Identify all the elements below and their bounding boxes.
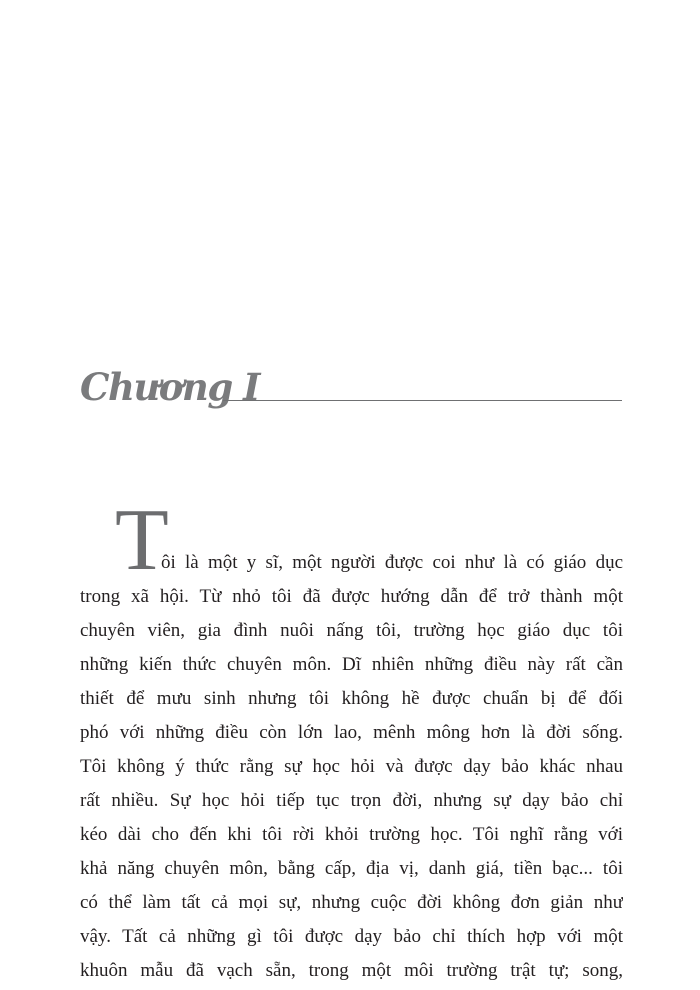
- text-line: kéo dài cho đến khi tôi rời khỏi trường học. Tôi nghĩ rằng với: [80, 824, 623, 845]
- text-line: Tôi không ý thức rằng sự học hỏi và được dạy bảo khác nhau: [80, 756, 623, 777]
- text-line: rất nhiều. Sự học hỏi tiếp tục trọn đời, nhưng sự dạy bảo chỉ: [80, 790, 623, 811]
- drop-cap: T: [115, 492, 169, 589]
- text-line: ôi là một y sĩ, một người được coi như là có giáo dục: [161, 552, 623, 573]
- text-line: trong xã hội. Từ nhỏ tôi đã được hướng dẫn để trở thành một: [80, 586, 623, 607]
- body-text: [80, 492, 623, 988]
- text-line: thiết để mưu sinh nhưng tôi không hề được chuẩn bị để đối: [80, 688, 623, 709]
- chapter-title: Chương I: [80, 365, 259, 409]
- text-line: phó với những điều còn lớn lao, mênh mông hơn là đời sống.: [80, 722, 623, 743]
- text-line: chuyên viên, gia đình nuôi nấng tôi, trường học giáo dục tôi: [80, 620, 623, 641]
- chapter-heading: [80, 362, 622, 412]
- chapter-rule: [223, 400, 622, 401]
- text-line: vậy. Tất cả những gì tôi được dạy bảo chỉ thích hợp với một: [80, 926, 623, 947]
- text-line: những kiến thức chuyên môn. Dĩ nhiên những điều này rất cần: [80, 654, 623, 675]
- text-line: khả năng chuyên môn, bằng cấp, địa vị, danh giá, tiền bạc... tôi: [80, 858, 623, 879]
- text-line: có thể làm tất cả mọi sự, nhưng cuộc đời không đơn giản như: [80, 892, 623, 913]
- text-line: khuôn mẫu đã vạch sẵn, trong một môi trường trật tự; song,: [80, 960, 623, 981]
